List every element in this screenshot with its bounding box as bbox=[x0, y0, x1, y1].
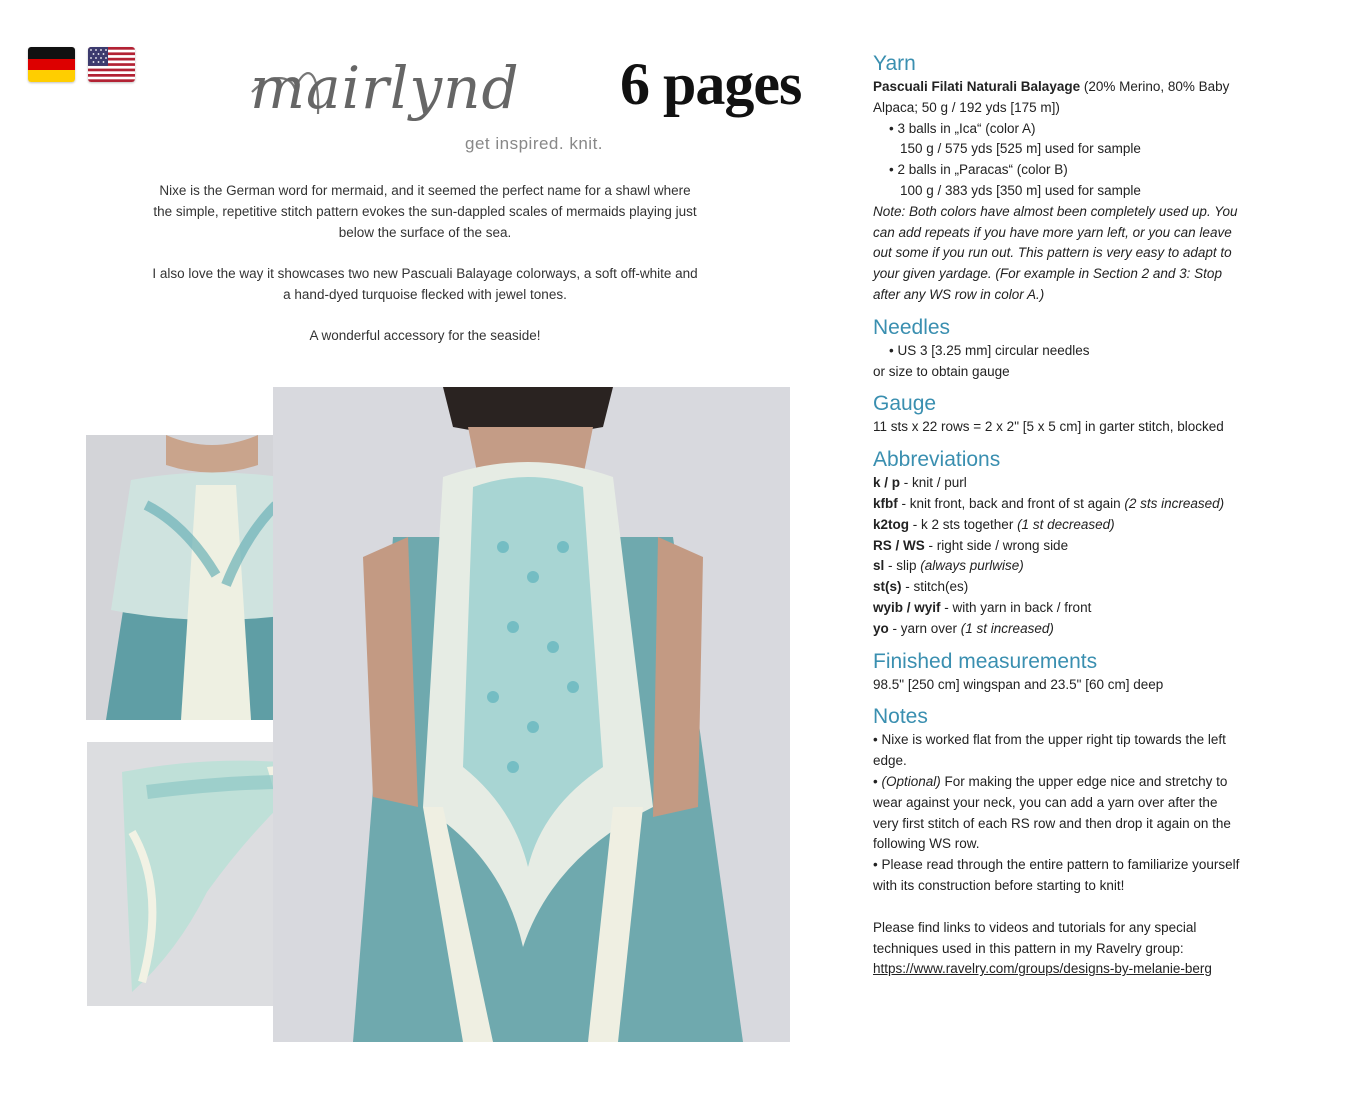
intro-text bbox=[150, 180, 700, 366]
ravelry-group-link[interactable]: https://www.ravelry.com/groups/designs-by-melanie-berg bbox=[873, 961, 1212, 977]
abbreviation-term: RS / WS bbox=[873, 537, 925, 553]
gauge-text: 11 sts x 22 rows = 2 x 2" [5 x 5 cm] in garter stitch, blocked bbox=[873, 419, 1224, 435]
abbreviation-term: sl bbox=[873, 558, 885, 574]
note-2-bullet: • bbox=[873, 773, 882, 789]
abbreviation-def: - with yarn in back / front bbox=[940, 599, 1092, 615]
needles-section bbox=[873, 316, 1243, 383]
mairlynd-logo bbox=[250, 54, 610, 164]
needles-heading: Needles bbox=[873, 315, 951, 339]
yarn-item-1: • 3 balls in „Ica“ (color A) bbox=[889, 120, 1036, 136]
finished-text: 98.5" [250 cm] wingspan and 23.5" [60 cm] deep bbox=[873, 676, 1164, 692]
abbreviation-row bbox=[873, 515, 1243, 536]
intro-paragraph-3: A wonderful accessory for the seaside! bbox=[309, 328, 541, 343]
finished-heading: Finished measurements bbox=[873, 649, 1098, 673]
abbreviation-row bbox=[873, 494, 1243, 515]
abbreviation-def: - knit front, back and front of st again bbox=[897, 495, 1125, 511]
yarn-brand: Pascuali Filati Naturali Balayage bbox=[873, 79, 1081, 94]
abbreviation-row bbox=[873, 619, 1243, 640]
abbreviation-extra: (1 st decreased) bbox=[1017, 516, 1115, 532]
abbreviation-term: kfbf bbox=[873, 495, 898, 511]
links-text: Please find links to videos and tutorials for any special techniques used in this pattern in my Ravelry group: bbox=[873, 919, 1197, 956]
abbreviation-term: yo bbox=[873, 620, 889, 636]
note-3: • Please read through the entire pattern to familiarize yourself with its construction before starting to knit! bbox=[873, 857, 1240, 893]
yarn-section bbox=[873, 52, 1243, 306]
notes-section bbox=[873, 705, 1243, 980]
note-2-text: For making the upper edge nice and stretchy to wear against your neck, you can add a yarn over after the very first stitch of each RS row and then drop it again on the following WS row. bbox=[873, 773, 1231, 852]
yarn-item-1-sub: 150 g / 575 yds [525 m] used for sample bbox=[900, 141, 1141, 157]
abbreviation-extra: (1 st increased) bbox=[960, 620, 1054, 636]
note-2 bbox=[873, 772, 1243, 855]
finished-measurements-section bbox=[873, 650, 1243, 696]
abbreviation-row bbox=[873, 556, 1243, 577]
germany-flag-icon[interactable] bbox=[28, 47, 75, 82]
abbreviation-def: - yarn over bbox=[888, 620, 961, 636]
notes-heading: Notes bbox=[873, 705, 928, 729]
abbreviation-def: - right side / wrong side bbox=[924, 537, 1069, 553]
abbreviation-def: - knit / purl bbox=[900, 475, 967, 491]
intro-paragraph-1: Nixe is the German word for mermaid, and it seemed the perfect name for a shawl where the simple, repetitive stitch pattern evokes the sun-dappled scales of mermaids playing just below the surface of the sea. bbox=[153, 183, 697, 240]
abbreviation-extra: (2 sts increased) bbox=[1124, 495, 1225, 511]
abbreviation-term: k2tog bbox=[873, 516, 910, 532]
pattern-details-column bbox=[873, 52, 1243, 990]
abbreviations-heading: Abbreviations bbox=[873, 448, 1001, 472]
note-2-optional: (Optional) bbox=[881, 773, 941, 789]
yarn-item-2: • 2 balls in „Paracas“ (color B) bbox=[889, 162, 1068, 178]
abbreviation-row bbox=[873, 536, 1243, 557]
gauge-section bbox=[873, 392, 1243, 438]
yarn-brand-detail: (20% Merino, 80% Baby Alpaca; 50 g / 192 yds [175 m]) bbox=[873, 79, 1230, 115]
page-count-title: 6 pages bbox=[620, 51, 802, 117]
usa-flag-icon[interactable] bbox=[88, 47, 135, 82]
logo-script: mairlynd bbox=[250, 54, 520, 122]
intro-paragraph-2: I also love the way it showcases two new Pascuali Balayage colorways, a soft off-white and a hand-dyed turquoise flecked with jewel tones. bbox=[152, 266, 698, 302]
shawl-worn-main-photo bbox=[273, 387, 790, 1042]
needles-item-1: • US 3 [3.25 mm] circular needles bbox=[889, 342, 1090, 358]
abbreviations-section bbox=[873, 448, 1243, 639]
abbreviation-extra: (always purlwise) bbox=[920, 558, 1024, 574]
abbreviation-row bbox=[873, 598, 1243, 619]
gauge-heading: Gauge bbox=[873, 392, 937, 416]
needles-line-2: or size to obtain gauge bbox=[873, 363, 1010, 379]
abbreviation-def: - stitch(es) bbox=[901, 579, 969, 595]
yarn-item-2-sub: 100 g / 383 yds [350 m] used for sample bbox=[900, 182, 1141, 198]
abbreviation-def: - k 2 sts together bbox=[909, 516, 1018, 532]
logo-tagline: get inspired. knit. bbox=[465, 134, 604, 153]
note-1: • Nixe is worked flat from the upper right tip towards the left edge. bbox=[873, 732, 1226, 769]
abbreviation-def: - slip bbox=[884, 558, 921, 574]
yarn-note: Note: Both colors have almost been completely used up. You can add repeats if you have more yarn left, or you can leave out some if you run out. This pattern is very easy to adapt to your given yardage. (For example in Section 2 and 3: Stop after any WS row in color A.) bbox=[873, 203, 1238, 302]
abbreviation-row bbox=[873, 473, 1243, 494]
abbreviation-term: wyib / wyif bbox=[873, 599, 941, 615]
abbreviation-term: k / p bbox=[873, 475, 901, 491]
abbreviation-term: st(s) bbox=[873, 579, 902, 595]
yarn-heading: Yarn bbox=[873, 52, 916, 75]
abbreviation-row bbox=[873, 577, 1243, 598]
